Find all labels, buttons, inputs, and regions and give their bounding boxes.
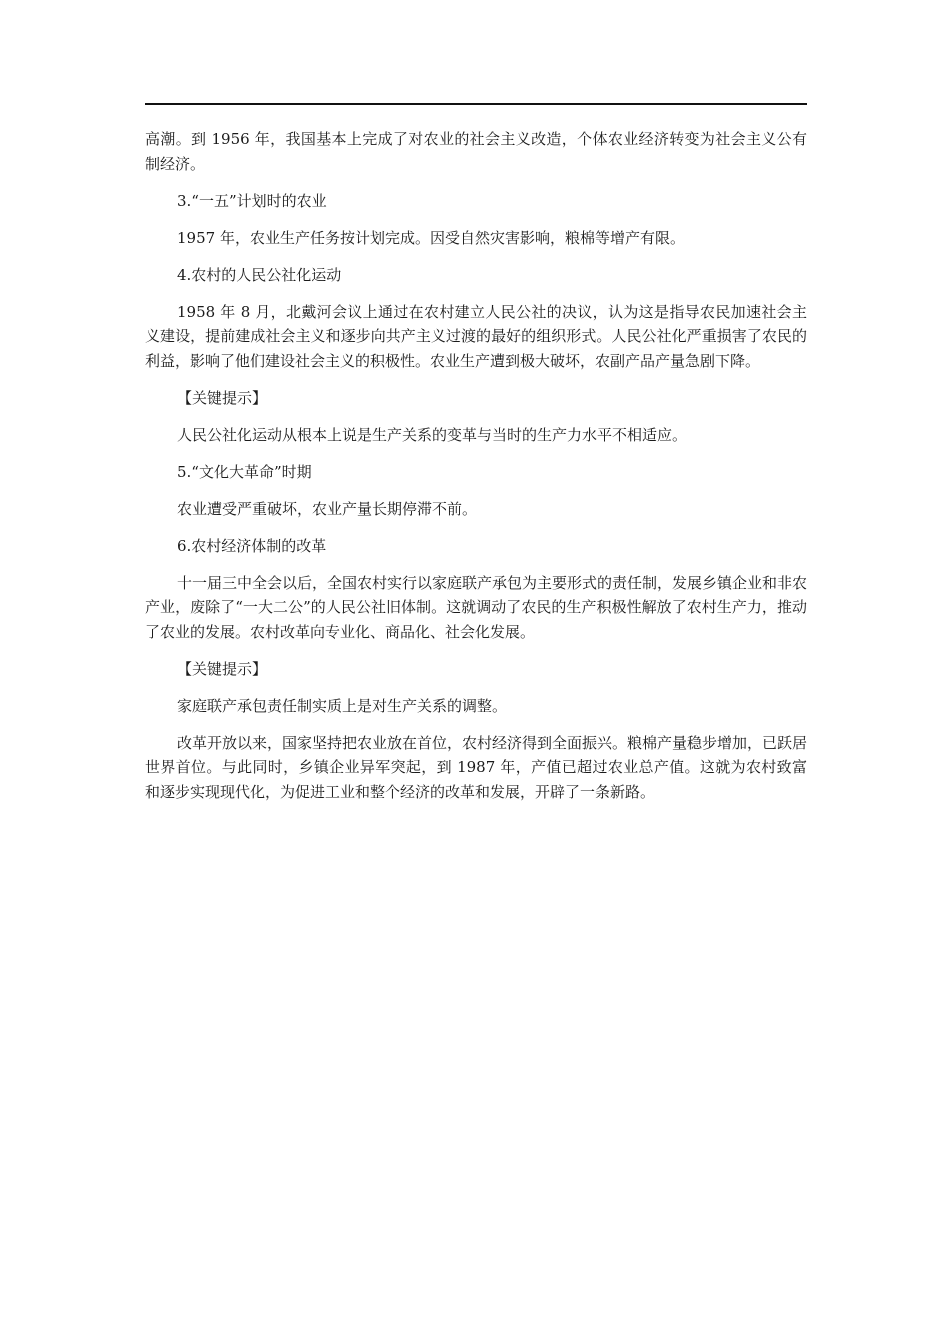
paragraph-rural-reform: 十一届三中全会以后，全国农村实行以家庭联产承包为主要形式的责任制，发展乡镇企业和非农产业，废除了“一大二公”的人民公社旧体制。这就调动了农民的生产积极性解放了农村生产力，推动了农业的发展。农村改革向专业化、商品化、社会化发展。 — [145, 573, 808, 641]
key-hint-text: 家庭联产承包责任制实质上是对生产关系的调整。 — [177, 696, 508, 715]
section-heading-people-commune: 4.农村的人民公社化运动 — [177, 265, 342, 284]
section-heading-cultural-revolution: 5.“文化大革命”时期 — [177, 462, 312, 481]
key-hint-text: 人民公社化运动从根本上说是生产关系的变革与当时的生产力水平不相适应。 — [177, 425, 688, 444]
paragraph-cultural-revolution: 农业遭受严重破坏，农业产量长期停滞不前。 — [177, 499, 478, 518]
key-hint-heading: 【关键提示】 — [177, 388, 268, 407]
paragraph-continuation: 高潮。到 1956 年，我国基本上完成了对农业的社会主义改造，个体农业经济转变为社会主义公有制经济。 — [145, 130, 807, 173]
paragraph-1957: 1957 年，农业生产任务按计划完成。因受自然灾害影响，粮棉等增产有限。 — [177, 228, 685, 247]
header-rule — [145, 103, 807, 105]
paragraph-reform-opening: 改革开放以来，国家坚持把农业放在首位，农村经济得到全面振兴。粮棉产量稳步增加，已跃居世界首位。与此同时，乡镇企业异军突起，到 1987 年，产值已超过农业总产值。这就为农村致富和逐步实现现代化，为促进工业和整个经济的改革和发展，开辟了一条新路。 — [145, 733, 808, 801]
paragraph-1958: 1958 年 8 月，北戴河会议上通过在农村建立人民公社的决议，认为这是指导农民加速社会主义建设，提前建成社会主义和逐步向共产主义过渡的最好的组织形式。人民公社化严重损害了农民的利益，影响了他们建设社会主义的积极性。农业生产遭到极大破坏，农副产品产量急剧下降。 — [145, 302, 807, 370]
section-heading-first-five-year-plan: 3.“一五”计划时的农业 — [177, 191, 327, 210]
section-heading-rural-reform: 6.农村经济体制的改革 — [177, 536, 327, 555]
document-page — [145, 103, 807, 817]
key-hint-heading: 【关键提示】 — [177, 659, 268, 678]
